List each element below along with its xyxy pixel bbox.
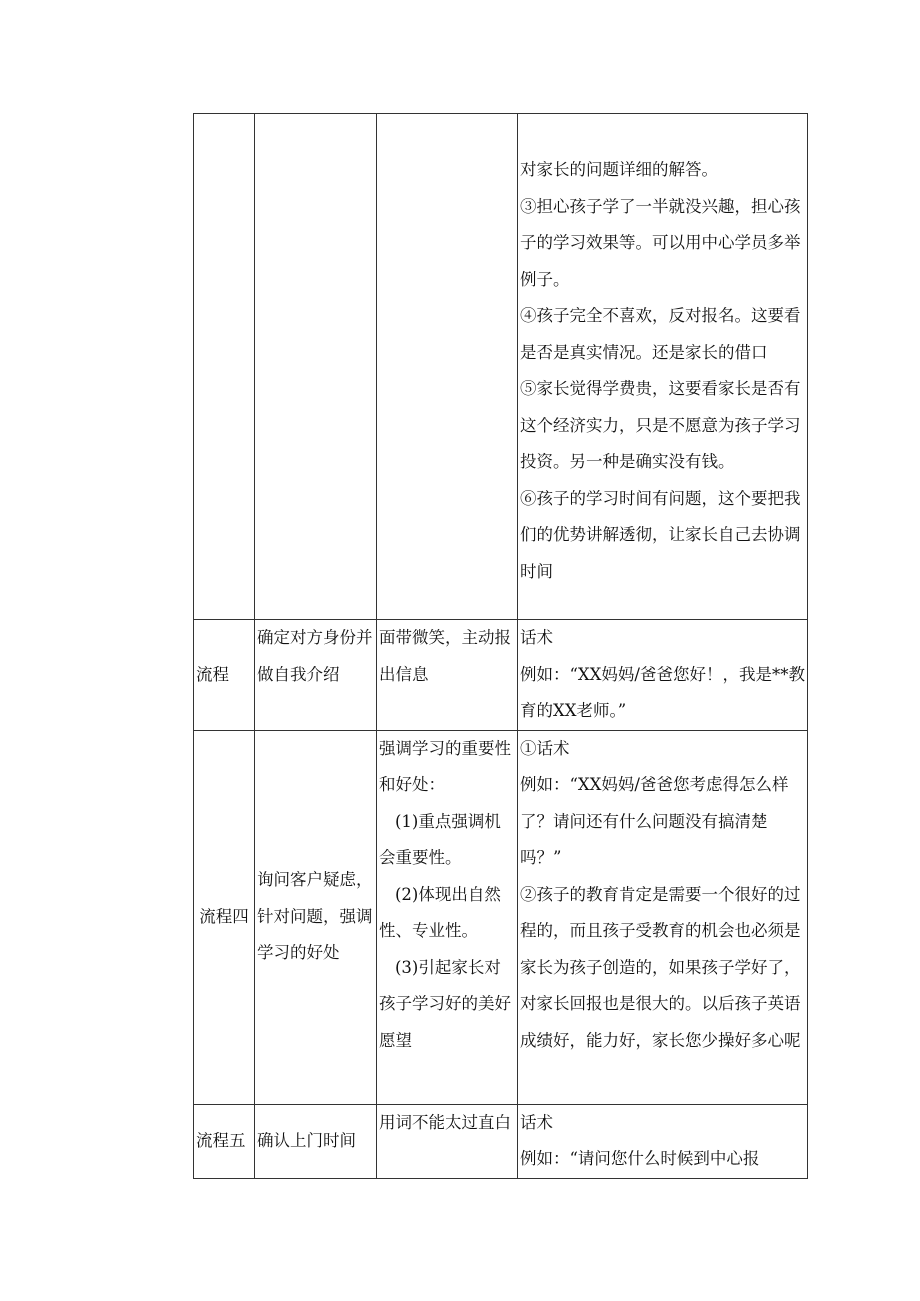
script-line: ③担心孩子学了一半就没兴趣，担心孩子的学习效果等。可以用中心学员多举例子。 [520, 196, 801, 289]
method-line: (3)引起家长对孩子学习好的美好愿望 [379, 957, 511, 1050]
script-line: 话术 [520, 628, 553, 647]
method-cell [377, 730, 518, 1104]
method-line: (2)体现出自然性、专业性。 [379, 884, 501, 940]
script-line: ⑤家长觉得学费贵，这要看家长是否有这个经济实力，只是不愿意为孩子学习投资。另一种是确实没有钱。 [520, 379, 801, 471]
method-line: (1)重点强调机会重要性。 [379, 811, 501, 867]
script-line: ⑥孩子的学习时间有问题，这个要把我们的优势讲解透彻，让家长自己去协调时间 [520, 488, 801, 581]
script-line: ②孩子的教育肯定是需要一个很好的过程的，而且孩子受教育的机会也必须是家长为孩子创造的，如果孩子学好了，对家长回报也是很大的。以后孩子英语成绩好，能力好，家长您少操好多心呢 [520, 884, 801, 1050]
table-row [194, 620, 808, 731]
action-cell: 确定对方身份并做自我介绍 [255, 620, 377, 731]
step-cell: 流程五 [194, 1104, 255, 1178]
script-cell [518, 730, 808, 1104]
table-row [194, 1104, 808, 1178]
method-cell: 面带微笑，主动报出信息 [377, 620, 518, 731]
action-cell: 询问客户疑虑，针对问题，强调学习的好处 [255, 730, 377, 1104]
script-line: 对家长的问题详细的解答。 [520, 160, 718, 179]
action-cell: 确认上门时间 [255, 1104, 377, 1178]
script-line: 例如：“XX妈妈/爸爸您考虑得怎么样了？请问还有什么问题没有搞清楚吗？” [520, 775, 789, 867]
method-cell: 用词不能太过直白 [377, 1104, 518, 1178]
step-cell: 流程 [194, 620, 255, 731]
step-cell: 流程四 [194, 730, 255, 1104]
method-line: 强调学习的重要性和好处： [379, 738, 511, 794]
script-line: ④孩子完全不喜欢，反对报名。这要看是否是真实情况。还是家长的借口 [520, 306, 801, 362]
step-cell [194, 114, 255, 620]
script-cell [518, 114, 808, 620]
method-cell [377, 114, 518, 620]
script-line: 话术 [520, 1112, 553, 1132]
script-cell [518, 1104, 808, 1178]
action-cell [255, 114, 377, 620]
script-line: ①话术 [520, 738, 570, 758]
table-row [194, 114, 808, 620]
script-line: 例如：“XX妈妈/爸爸您好！，我是**教育的XX老师。” [520, 664, 805, 720]
script-line: 例如：“请问您什么时候到中心报 [520, 1149, 760, 1168]
process-table [193, 113, 808, 1179]
script-cell [518, 620, 808, 731]
table-row [194, 730, 808, 1104]
